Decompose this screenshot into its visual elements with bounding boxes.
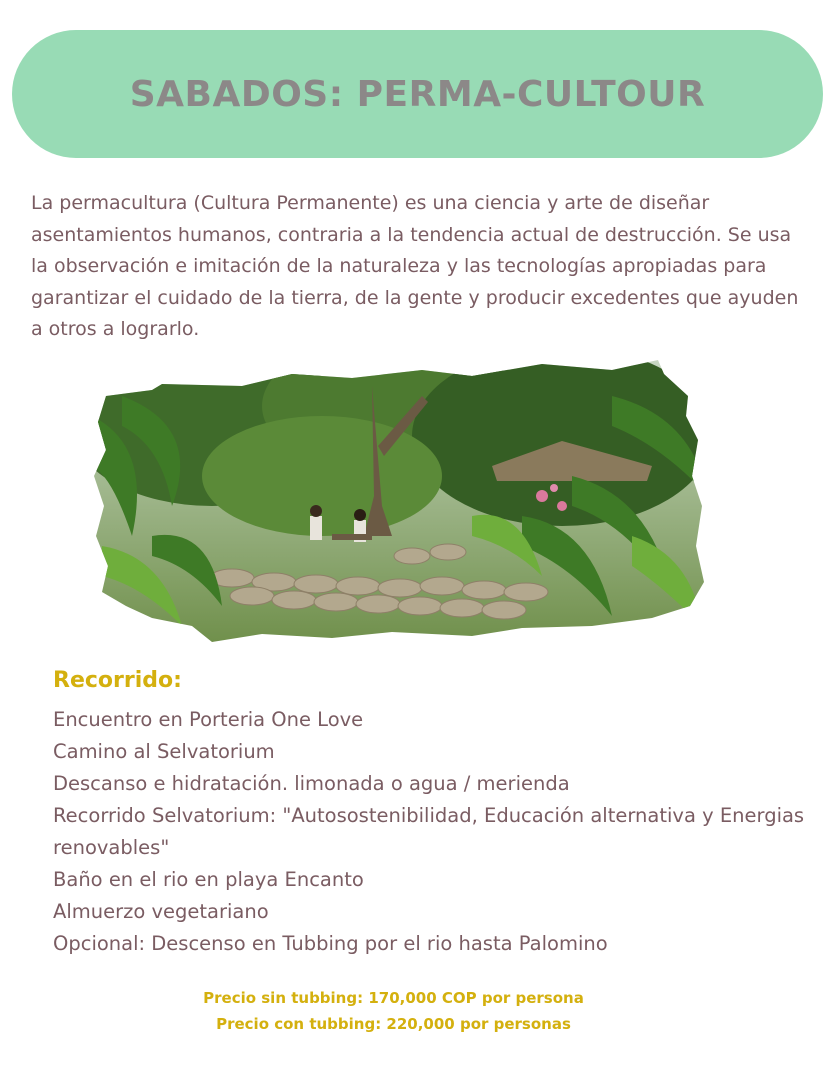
- list-item: Descanso e hidratación. limonada o agua / merienda: [53, 772, 570, 795]
- price-without-tubbing: Precio sin tubbing: 170,000 COP por persona: [203, 989, 584, 1007]
- title-banner: [12, 30, 823, 158]
- list-item: Encuentro en Porteria One Love: [53, 708, 364, 731]
- garden-photo: [92, 356, 708, 646]
- list-item: Opcional: Descenso en Tubbing por el rio hasta Palomino: [53, 932, 608, 955]
- list-item: Baño en el rio en playa Encanto: [53, 868, 364, 891]
- route-list: [53, 704, 813, 960]
- list-item: Almuerzo vegetariano: [53, 900, 269, 923]
- list-item: Recorrido Selvatorium: "Autosostenibilidad, Educación alternativa y Energias renovables": [53, 804, 805, 859]
- route-heading: Recorrido:: [53, 668, 182, 693]
- page-title: SABADOS: PERMA-CULTOUR: [129, 73, 706, 115]
- intro-paragraph: La permacultura (Cultura Permanente) es una ciencia y arte de diseñar asentamientos humanos, contraria a la tendencia actual de destrucción. Se usa la observación e imitación de la naturaleza y las tecnologías apropiadas para garantizar el cuidado de la tierra, de la gente y producir excedentes que ayuden a otros a lograrlo.: [31, 192, 799, 340]
- price-block: [0, 985, 787, 1037]
- price-with-tubbing: Precio con tubbing: 220,000 por personas: [216, 1015, 571, 1033]
- list-item: Camino al Selvatorium: [53, 740, 275, 763]
